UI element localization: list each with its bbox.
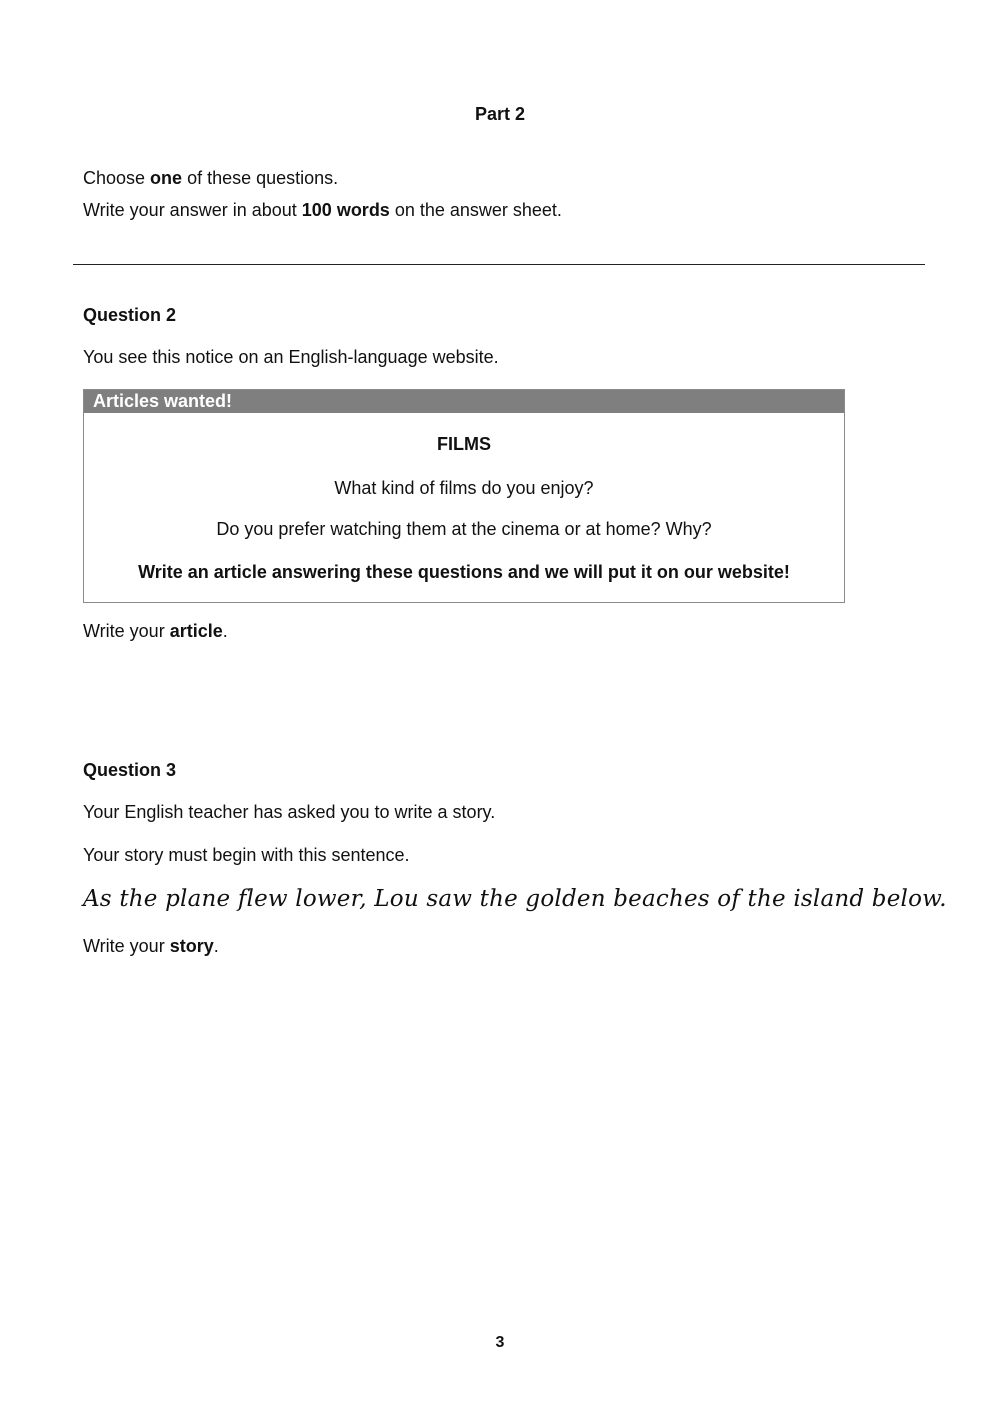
question-3-heading: Question 3: [83, 760, 177, 780]
notice-header: Articles wanted!: [84, 390, 844, 413]
instruction-text: .: [222, 621, 228, 641]
story-opening-sentence: As the plane flew lower, Lou saw the golden beaches of the island below.: [83, 886, 947, 912]
intro-line-choose: [83, 168, 338, 189]
notice-call-to-action: Write an article answering these questions and we will put it on our website!: [138, 562, 790, 582]
question-3-context: Your English teacher has asked you to write a story.: [83, 802, 496, 822]
instruction-text: Write your: [83, 936, 170, 956]
intro-text: Choose: [83, 168, 151, 188]
intro-emphasis: one: [150, 168, 183, 188]
instruction-emphasis: story: [169, 936, 214, 956]
section-divider: [73, 264, 925, 265]
question-2-heading: Question 2: [83, 305, 177, 325]
question-2-context: You see this notice on an English-language website.: [83, 347, 499, 367]
question-3-instruction: [83, 936, 219, 957]
instruction-text: .: [213, 936, 219, 956]
part-title: Part 2: [474, 104, 526, 124]
intro-emphasis: 100 words: [301, 200, 390, 220]
intro-line-write: [83, 200, 562, 221]
notice-title: FILMS: [437, 434, 491, 454]
notice-question-1: What kind of films do you enjoy?: [334, 478, 594, 498]
website-notice: [83, 389, 845, 603]
question-2-instruction: [83, 621, 228, 642]
instruction-emphasis: article: [169, 621, 223, 641]
notice-question-2: Do you prefer watching them at the cinema or at home? Why?: [216, 519, 712, 539]
page-number: 3: [495, 1334, 505, 1351]
question-3-context: Your story must begin with this sentence.: [83, 845, 410, 865]
intro-text: Write your answer in about: [83, 200, 302, 220]
intro-text: on the answer sheet.: [389, 200, 562, 220]
instruction-text: Write your: [83, 621, 170, 641]
intro-text: of these questions.: [182, 168, 339, 188]
